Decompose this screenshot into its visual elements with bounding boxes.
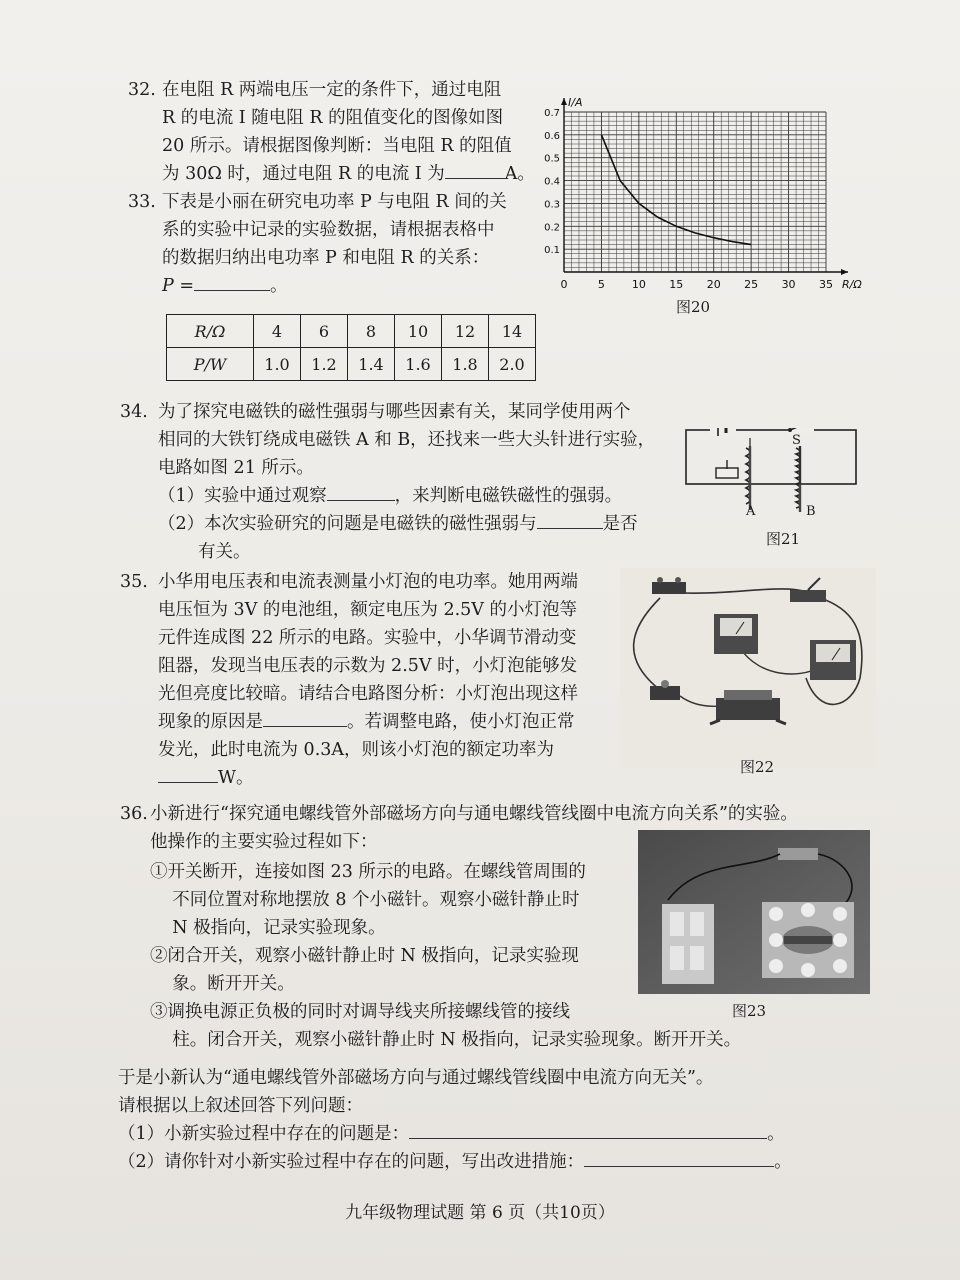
x-axis-arrow [841, 269, 848, 275]
x-tick-label: 0 [560, 278, 568, 291]
x-tick-label: 20 [706, 278, 721, 291]
q33-text [162, 188, 507, 300]
q33-data-table [166, 314, 536, 381]
figure-21-label-b: B [806, 504, 816, 519]
q34-number: 34. [120, 402, 148, 422]
table-cell: 1.4 [348, 348, 395, 381]
y-tick-label: 0.3 [544, 199, 560, 211]
q32-number: 32. [128, 80, 156, 100]
q34-line: 电路如图 21 所示。 [158, 458, 314, 478]
q33-line: 的数据归纳出电功率 P 和电阻 R 的关系： [162, 248, 490, 268]
x-tick-label: 15 [669, 278, 684, 291]
q35-text [158, 568, 578, 792]
table-row [167, 348, 536, 381]
q32-text [162, 76, 535, 188]
x-axis-label: R/Ω [842, 278, 862, 291]
q36-answer-blank-2[interactable] [584, 1148, 774, 1167]
figure-21-switch-label: S [792, 433, 801, 448]
q35-line: 光但亮度比较暗。请结合电路图分析：小灯泡出现这样 [158, 684, 578, 704]
q35-line: 小华用电压表和电流表测量小灯泡的电功率。她用两端 [158, 572, 578, 592]
x-tick-label: 25 [744, 278, 759, 291]
y-tick-label: 0.5 [544, 153, 560, 165]
q33-number: 33. [128, 192, 156, 212]
q35-number: 35. [120, 572, 148, 592]
x-tick-label: 5 [597, 278, 605, 291]
q32-answer-blank[interactable] [445, 160, 505, 179]
q36-step: ③调换电源正负极的同时对调导线夹所接螺线管的接线 [150, 1002, 570, 1022]
figure-21-circuit [680, 428, 860, 528]
y-tick-label: 0.1 [544, 245, 560, 257]
figure-20-caption: 图20 [676, 298, 711, 316]
page-footer: 九年级物理试题 第 6 页（共10页） [345, 1203, 615, 1223]
figure-22-caption: 图22 [740, 758, 775, 776]
q34-sub2-cont: 有关。 [198, 542, 251, 562]
q33-answer-blank[interactable] [194, 272, 270, 291]
q36-prompt: 请根据以上叙述回答下列问题： [118, 1096, 363, 1116]
table-cell: 12 [442, 315, 489, 348]
q34-answer-blank-1[interactable] [327, 482, 395, 501]
q33-line: 下表是小丽在研究电功率 P 与电阻 R 间的关 [162, 192, 507, 212]
x-tick-label: 30 [781, 278, 796, 291]
q36-step: ②闭合开关，观察小磁针静止时 N 极指向，记录实验现 [150, 946, 579, 966]
y-tick-label: 0.2 [544, 222, 560, 234]
figure-23-caption: 图23 [732, 1002, 767, 1020]
q36-questions [118, 1064, 792, 1176]
table-row [167, 315, 536, 348]
q36-line: 小新进行“探究通电螺线管外部磁场方向与通电螺线管线圈中电流方向关系”的实验。 [150, 804, 798, 824]
table-header-p: P/W [167, 348, 254, 381]
q34-sub1: （1）实验中通过观察 ，来判断电磁铁磁性的强弱。 [158, 482, 655, 510]
q35-answer-blank-2[interactable] [158, 764, 218, 783]
q32-line: 为 30Ω 时，通过电阻 R 的电流 I 为 A。 [162, 160, 535, 188]
q36-step: ①开关断开，连接如图 23 所示的电路。在螺线管周围的 [150, 862, 586, 882]
q34-line: 为了探究电磁铁的磁性强弱与哪些因素有关，某同学使用两个 [158, 402, 631, 422]
table-cell: 8 [348, 315, 395, 348]
q32-line: 在电阻 R 两端电压一定的条件下，通过电阻 [162, 80, 502, 100]
q35-line-8: W。 [158, 764, 578, 792]
y-axis-arrow [561, 98, 567, 105]
table-cell: 1.0 [254, 348, 301, 381]
q34-sub2: （2）本次实验研究的问题是电磁铁的磁性强弱与 是否 [158, 510, 655, 538]
q36-sub1: （1）小新实验过程中存在的问题是： 。 [118, 1120, 792, 1148]
q36-sub2: （2）请你针对小新实验过程中存在的问题，写出改进措施： 。 [118, 1148, 792, 1176]
x-tick-label: 10 [631, 278, 646, 291]
figure-21-caption: 图21 [766, 530, 801, 548]
table-cell: 1.6 [395, 348, 442, 381]
y-tick-label: 0.7 [544, 108, 560, 119]
table-cell: 1.2 [301, 348, 348, 381]
q32-line: R 的电流 I 随电阻 R 的阻值变化的图像如图 [162, 108, 504, 128]
table-cell: 1.8 [442, 348, 489, 381]
q33-formula: P = 。 [162, 272, 507, 300]
q36-line: 他操作的主要实验过程如下： [150, 832, 378, 852]
table-cell: 14 [489, 315, 536, 348]
table-cell: 4 [254, 315, 301, 348]
figure-21-label-a: A [746, 504, 756, 519]
q36-step: N 极指向，记录实验现象。 [150, 918, 386, 938]
figure-22-photo [620, 568, 876, 768]
q34-answer-blank-2[interactable] [537, 510, 603, 529]
q35-line: 元件连成图 22 所示的电路。实验中，小华调节滑动变 [158, 628, 577, 648]
figure-23-photo [638, 830, 870, 994]
q35-line: 阻器，发现当电压表的示数为 2.5V 时，小灯泡能够发 [158, 656, 578, 676]
q36-conclusion: 于是小新认为“通电螺线管外部磁场方向与通过螺线管线圈中电流方向无关”。 [118, 1068, 714, 1088]
q32-line: 20 所示。请根据图像判断：当电阻 R 的阻值 [162, 136, 512, 156]
table-cell: 10 [395, 315, 442, 348]
q35-line: 电压恒为 3V 的电池组，额定电压为 2.5V 的小灯泡等 [158, 600, 577, 620]
q36-step: 不同位置对称地摆放 8 个小磁针。观察小磁针静止时 [150, 890, 580, 910]
q36-step: 柱。闭合开关，观察小磁针静止时 N 极指向，记录实验现象。断开开关。 [150, 1030, 742, 1050]
table-cell: 2.0 [489, 348, 536, 381]
q35-line-7: 发光，此时电流为 0.3A，则该小灯泡的额定功率为 [158, 740, 555, 760]
y-tick-label: 0.6 [544, 130, 560, 142]
q34-text [158, 398, 655, 566]
table-header-r: R/Ω [167, 315, 254, 348]
q35-line-6: 现象的原因是 。若调整电路，使小灯泡正常 [158, 708, 578, 736]
q36-step: 象。断开开关。 [150, 974, 295, 994]
q34-line: 相同的大铁钉绕成电磁铁 A 和 B，还找来一些大头针进行实验， [158, 430, 656, 450]
x-tick-label: 35 [819, 278, 833, 291]
q33-line: 系的实验中记录的实验数据，请根据表格中 [162, 220, 495, 240]
table-cell: 6 [301, 315, 348, 348]
q36-number: 36. [120, 804, 148, 824]
figure-20-chart [536, 96, 866, 296]
q35-answer-blank-1[interactable] [263, 708, 347, 727]
y-tick-label: 0.4 [544, 176, 560, 188]
q36-answer-blank-1[interactable] [409, 1120, 767, 1139]
y-axis-label: I/A [568, 96, 583, 109]
